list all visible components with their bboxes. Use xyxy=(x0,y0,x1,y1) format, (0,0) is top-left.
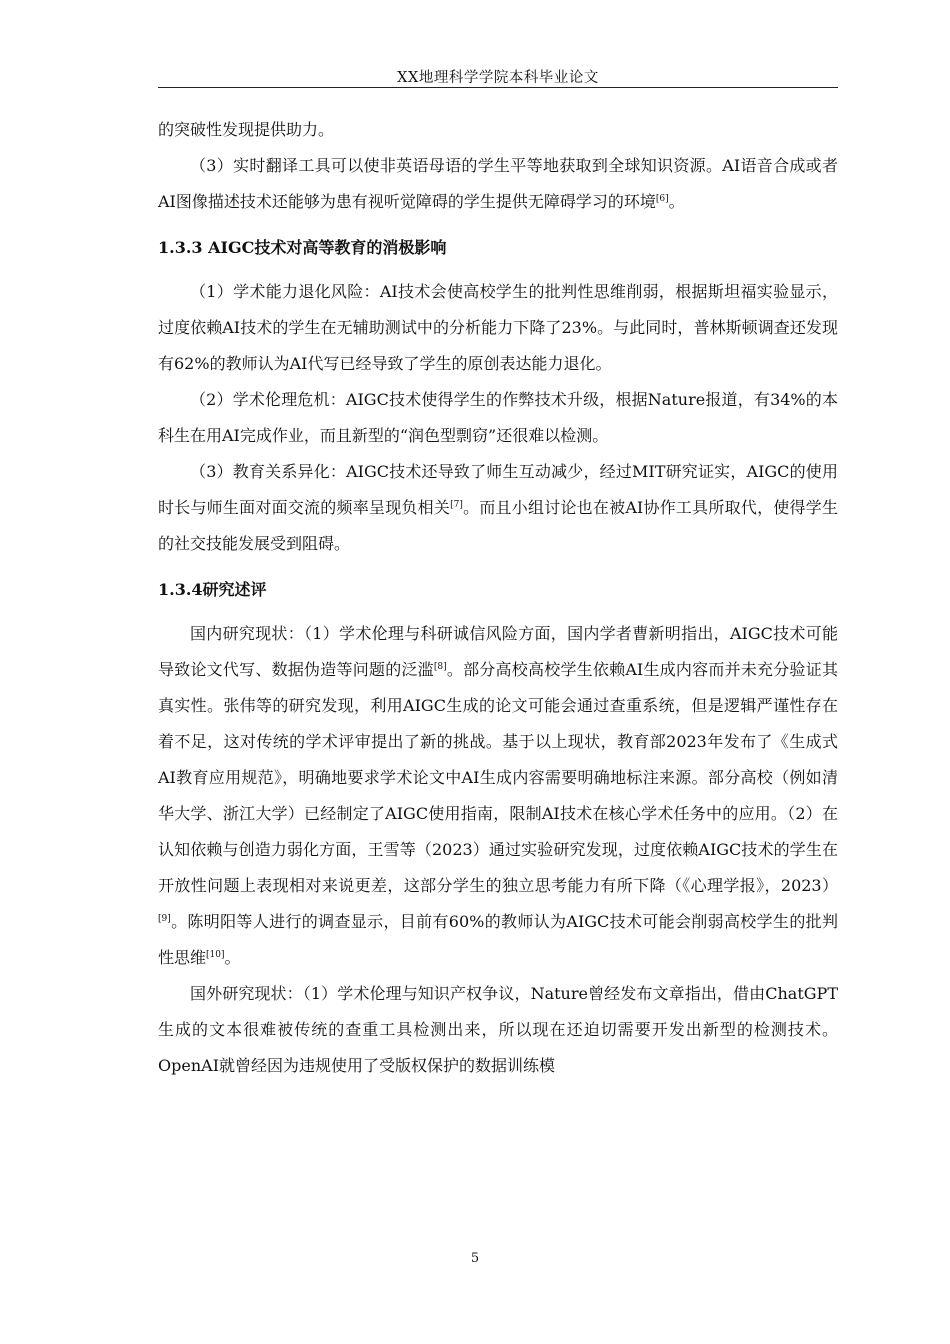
paragraph-domestic-research xyxy=(158,616,838,976)
citation-ref: [7] xyxy=(450,500,463,510)
section-heading-1-3-3: 1.3.3 AIGC技术对高等教育的消极影响 xyxy=(158,238,447,257)
paragraph-text: 。陈明阳等人进行的调查显示，目前有60%的教师认为AIGC技术可能会削弱高校学生的批判性思维 xyxy=(158,912,838,967)
citation-ref: [8] xyxy=(433,662,447,672)
paragraph-tail: 。而且小组讨论也在被AI协作工具所取代，使得学生的社交技能发展受到阻碍。 xyxy=(158,498,838,553)
page-body xyxy=(158,112,838,1084)
paragraph-ethics-crisis: （2）学术伦理危机：AIGC技术使得学生的作弊技术升级，根据Nature报道，有34%的本科生在用AI完成作业，而且新型的“润色型剽窃”还很难以检测。 xyxy=(158,390,838,445)
paragraph-text: 。部分高校高校学生依赖AI生成内容而并未充分验证其真实性。张伟等的研究发现，利用AIGC生成的论文可能会通过查重系统，但是逻辑严谨性存在着不足，这对传统的学术评审提出了新的挑战。基于以上现状，教育部2023年发布了《生成式AI教育应用规范》，明确地要求学术论文中AI生成内容需要明确地标注来源。部分高校（例如清华大学、浙江大学）已经制定了AIGC使用指南，限制AI技术在核心学术任务中的应用。（2）在认知依赖与创造力弱化方面，王雪等（2023）通过实验研究发现，过度依赖AIGC技术的学生在开放性问题上表现相对来说更差，这部分学生的独立思考能力有所下降（《心理学报》，2023） xyxy=(158,660,838,895)
paragraph-item-3 xyxy=(158,148,838,220)
section-heading-1-3-4: 1.3.4研究述评 xyxy=(158,580,267,599)
citation-ref: [6] xyxy=(655,194,669,204)
paragraph-continuation: 的突破性发现提供助力。 xyxy=(158,120,335,139)
paragraph-text: （3）教育关系异化：AIGC技术还导致了师生互动减少，经过MIT研究证实，AIGC的使用时长与师生面对面交流的频率呈现负相关 xyxy=(158,462,838,517)
paragraph-foreign-research: 国外研究现状：（1）学术伦理与知识产权争议，Nature曾经发布文章指出，借由ChatGPT生成的文本很难被传统的查重工具检测出来，所以现在还迫切需要开发出新型的检测技术。OpenAI就曾经因为违规使用了受版权保护的数据训练模 xyxy=(158,984,838,1075)
paragraph-relationship xyxy=(158,454,838,562)
paragraph-text: （3）实时翻译工具可以使非英语母语的学生平等地获取到全球知识资源。AI语音合成或者AI图像描述技术还能够为患有视听觉障碍的学生提供无障碍学习的环境 xyxy=(158,156,838,211)
paragraph-academic-decline: （1）学术能力退化风险：AI技术会使高校学生的批判性思维削弱，根据斯坦福实验显示，过度依赖AI技术的学生在无辅助测试中的分析能力下降了23%。与此同时，普林斯顿调查还发现有62%的教师认为AI代写已经导致了学生的原创表达能力退化。 xyxy=(158,282,838,373)
citation-ref: [9] xyxy=(158,914,171,924)
paragraph-tail: 。 xyxy=(224,948,241,967)
page-number: 5 xyxy=(470,1251,480,1266)
paragraph-text: 国内研究现状：（1）学术伦理与科研诚信风险方面，国内学者曹新明指出，AIGC技术可能导致论文代写、数据伪造等问题的泛滥 xyxy=(158,624,838,679)
paragraph-tail: 。 xyxy=(668,192,685,211)
header-rule xyxy=(158,87,838,88)
citation-ref: [10] xyxy=(206,950,225,960)
running-header: XX地理科学学院本科毕业论文 xyxy=(397,70,599,86)
